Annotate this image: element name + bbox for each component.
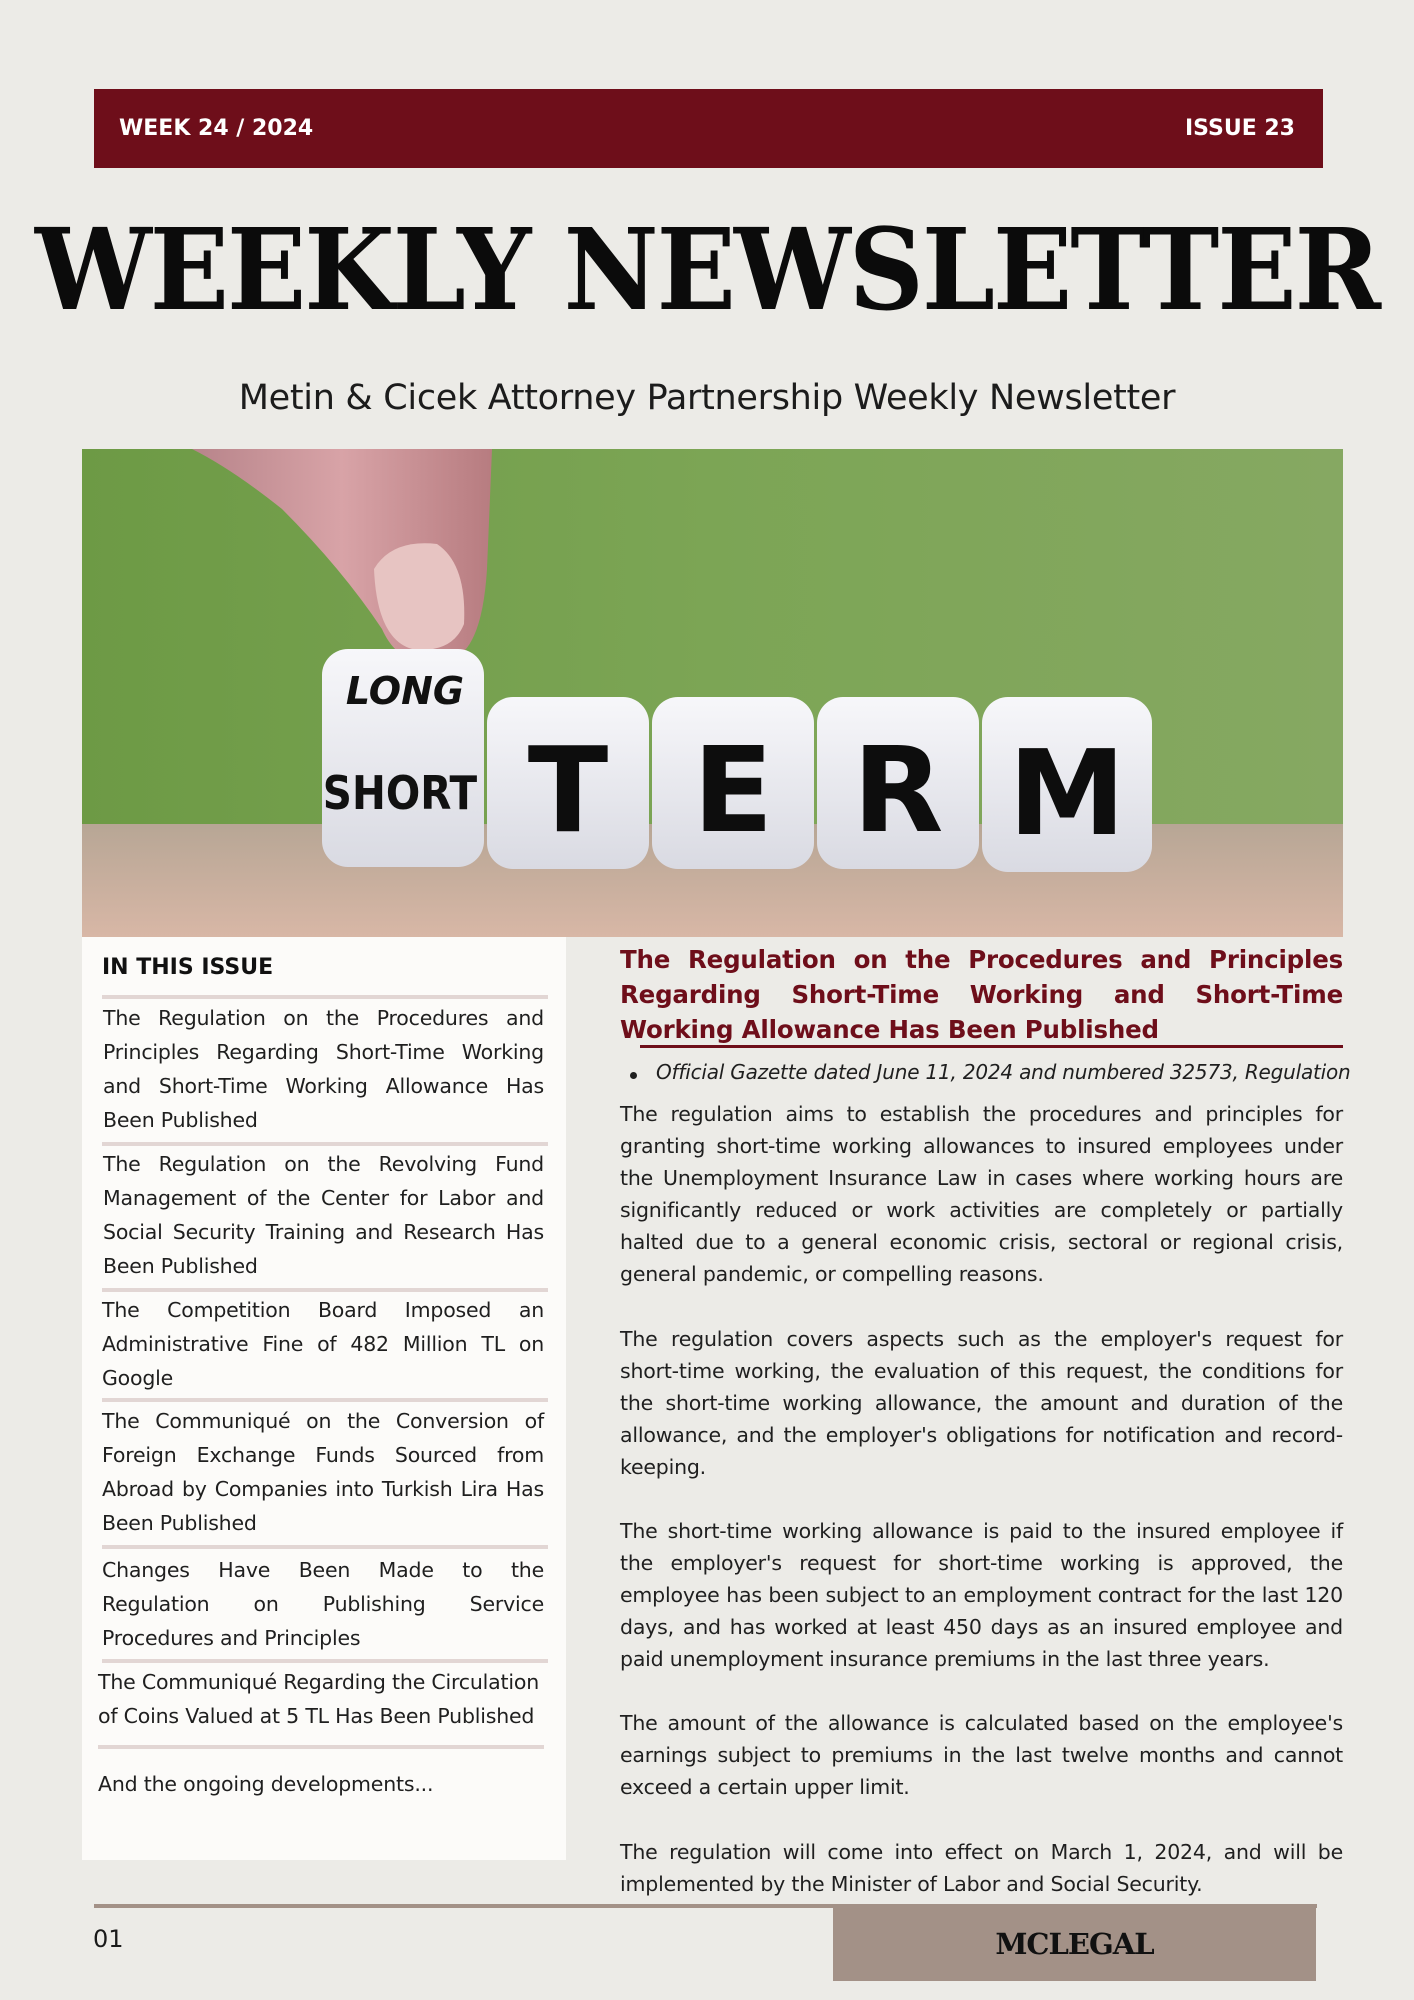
svg-text:R: R [852, 721, 944, 859]
article-paragraph: The short-time working allowance is paid to the insured employee if the employer's request for short-time working is approved, the employee has been subject to an employment contract for the last 120 days, and has worked at least 450 days as an insured employee and paid unemployment insurance premiums in the last three years. [620, 1519, 1343, 1671]
article-paragraph: The amount of the allowance is calculated based on the employee's earnings subject to premiums in the last twelve months and cannot exceed a certain upper limit. [620, 1711, 1343, 1799]
in-this-issue-panel [82, 937, 566, 1860]
svg-text:SHORT: SHORT [322, 767, 478, 821]
article-paragraph: The regulation will come into effect on March 1, 2024, and will be implemented by the Minister of Labor and Social Security. [620, 1840, 1343, 1896]
newsletter-subtitle: Metin & Cicek Attorney Partnership Weekly Newsletter [238, 378, 1176, 418]
svg-text:E: E [692, 721, 774, 859]
dice-photo [82, 449, 1343, 937]
newsletter-title: WEEKLY NEWSLETTER [34, 203, 1380, 336]
bullet-icon [630, 1072, 637, 1079]
divider [102, 1659, 548, 1663]
toc-item[interactable]: The Communiqué Regarding the Circulation of Coins Valued at 5 TL Has Been Published [98, 1670, 539, 1728]
svg-text:M: M [1008, 724, 1126, 862]
svg-text:LONG: LONG [345, 669, 465, 713]
week-label: WEEK 24 / 2024 [119, 116, 314, 141]
toc-more: And the ongoing developments... [98, 1772, 434, 1796]
header-bar [94, 89, 1323, 168]
toc-item[interactable]: The Competition Board Imposed an Administrative Fine of 482 Million TL on Google [102, 1298, 544, 1390]
toc-item[interactable]: Changes Have Been Made to the Regulation on Publishing Service Procedures and Principles [102, 1558, 544, 1650]
divider [98, 1745, 544, 1749]
hero-image [82, 449, 1343, 937]
divider [102, 995, 548, 999]
article-source: Official Gazette dated June 11, 2024 and numbered 32573, Regulation [656, 1060, 1351, 1084]
brand-logo [833, 1906, 1316, 1981]
toc-item[interactable]: The Regulation on the Procedures and Principles Regarding Short-Time Working and Short-Time Working Allowance Has Been Published [103, 1006, 544, 1132]
divider [102, 1288, 548, 1292]
divider [102, 1142, 548, 1146]
divider [102, 1398, 548, 1402]
svg-text:T: T [527, 721, 609, 859]
page-number: 01 [93, 1925, 124, 1953]
article-paragraph: The regulation aims to establish the procedures and principles for granting short-time working allowances to insured employees under the Unemployment Insurance Law in cases where working hours are significantly reduced or work activities are completely or partially halted due to a general economic crisis, sectoral or regional crisis, general pandemic, or compelling reasons. [620, 1102, 1343, 1286]
toc-item[interactable]: The Communiqué on the Conversion of Foreign Exchange Funds Sourced from Abroad by Companies into Turkish Lira Has Been Published [102, 1409, 544, 1535]
article-paragraph: The regulation covers aspects such as the employer's request for short-time working, the evaluation of this request, the conditions for the short-time working allowance, the amount and duration of the allowance, and the employer's obligations for notification and record-keeping. [620, 1327, 1343, 1479]
in-this-issue-heading: IN THIS ISSUE [102, 955, 274, 980]
issue-label: ISSUE 23 [1184, 116, 1295, 141]
brand-name: MCLEGAL [995, 1926, 1154, 1961]
title-underline [640, 1045, 1343, 1048]
divider [102, 1545, 548, 1549]
article-title: The Regulation on the Procedures and Principles Regarding Short-Time Working and Short-Time Working Allowance Has Been Published [620, 945, 1343, 1044]
toc-item[interactable]: The Regulation on the Revolving Fund Management of the Center for Labor and Social Security Training and Research Has Been Published [103, 1152, 544, 1278]
